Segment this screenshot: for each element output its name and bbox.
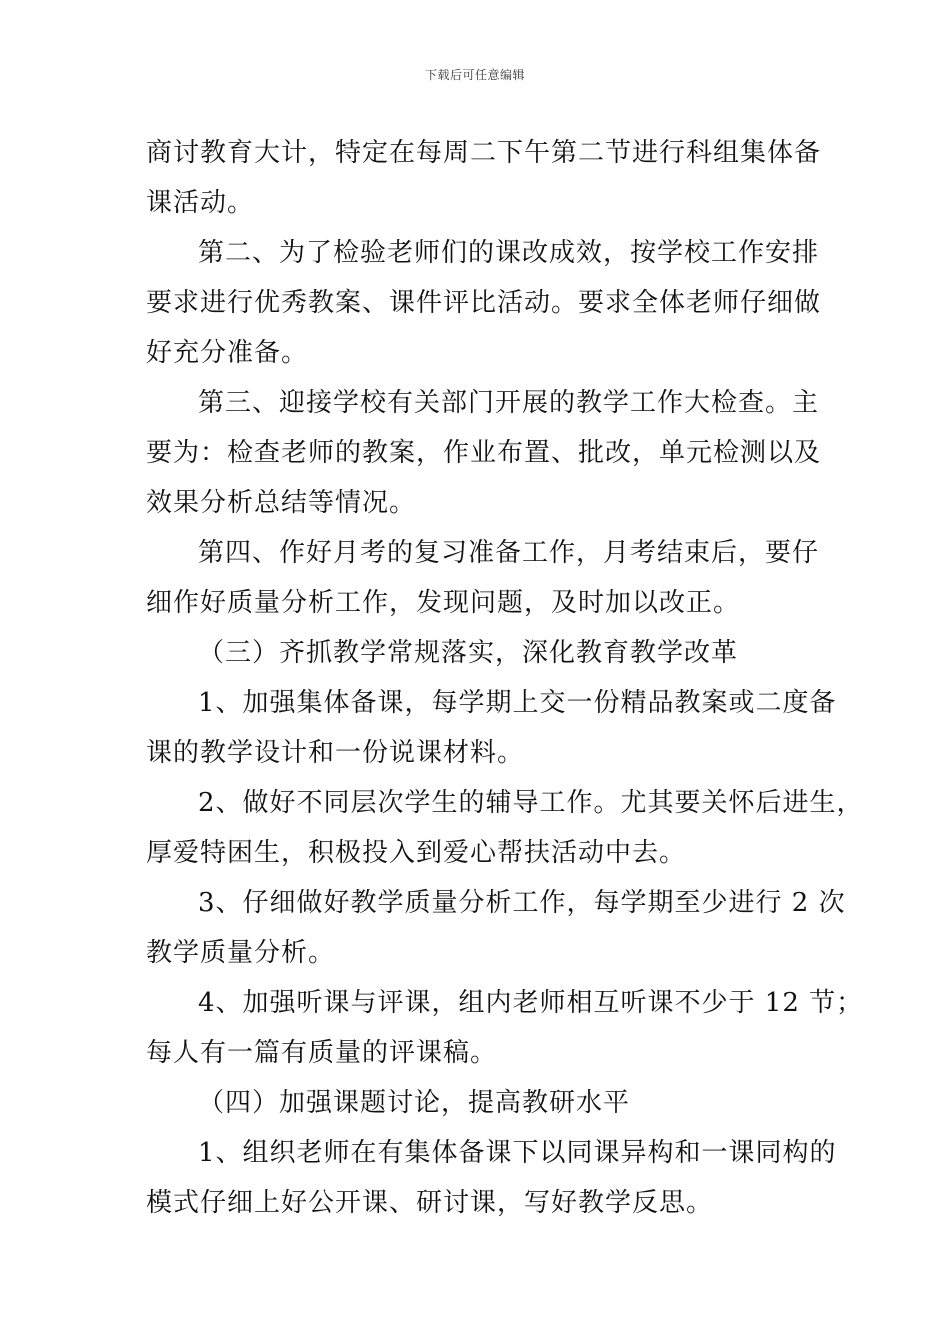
text-line: 2、做好不同层次学生的辅导工作。尤其要关怀后进生， xyxy=(198,788,864,818)
text-line: 教学质量分析。 xyxy=(146,938,336,968)
text-line: 细作好质量分析工作，发现问题，及时加以改正。 xyxy=(146,588,741,618)
text-line: 4、加强听课与评课，组内老师相互听课不少于 12 节； xyxy=(198,988,864,1018)
text-line: 3、仔细做好教学质量分析工作，每学期至少进行 2 次 xyxy=(198,888,846,918)
text-line: 好充分准备。 xyxy=(146,338,309,368)
text-line: 课的教学设计和一份说课材料。 xyxy=(146,738,525,768)
text-line: 1、加强集体备课，每学期上交一份精品教案或二度备 xyxy=(198,688,837,718)
text-line: 商讨教育大计，特定在每周二下午第二节进行科组集体备 xyxy=(146,138,822,168)
text-line: 效果分析总结等情况。 xyxy=(146,488,417,518)
section-heading: （四）加强课题讨论，提高教研水平 xyxy=(198,1088,631,1118)
text-line: 每人有一篇有质量的评课稿。 xyxy=(146,1038,498,1068)
text-line: 要为：检查老师的教案，作业布置、批改，单元检测以及 xyxy=(146,438,822,468)
document-body xyxy=(146,128,864,1228)
text-line: 要求进行优秀教案、课件评比活动。要求全体老师仔细做 xyxy=(146,288,822,318)
text-line: 第四、作好月考的复习准备工作，月考结束后，要仔 xyxy=(198,538,820,568)
text-line: 第二、为了检验老师们的课改成效，按学校工作安排 xyxy=(198,238,820,268)
section-heading: （三）齐抓教学常规落实，深化教育教学改革 xyxy=(198,638,739,668)
text-line: 模式仔细上好公开课、研讨课，写好教学反思。 xyxy=(146,1188,714,1218)
text-line: 厚爱特困生，积极投入到爱心帮扶活动中去。 xyxy=(146,838,687,868)
page-header: 下载后可任意编辑 xyxy=(424,68,525,82)
text-line: 1、组织老师在有集体备课下以同课异构和一课同构的 xyxy=(198,1138,837,1168)
text-line: 第三、迎接学校有关部门开展的教学工作大检查。主 xyxy=(198,388,820,418)
text-line: 课活动。 xyxy=(146,188,255,218)
